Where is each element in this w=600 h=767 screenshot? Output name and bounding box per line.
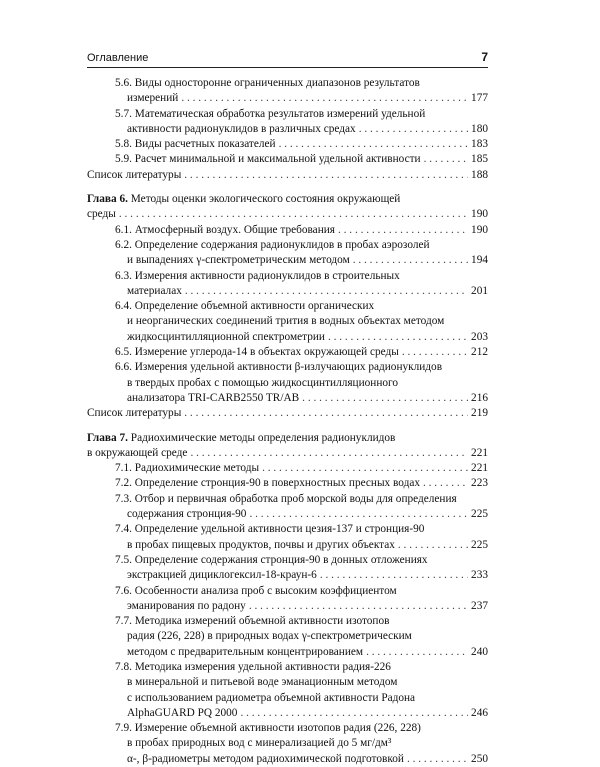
toc-entry-text: материалах <box>127 284 182 297</box>
toc-page-number: 225 <box>471 538 488 551</box>
chapter-spacer <box>87 422 488 431</box>
toc-entry[interactable] <box>87 152 488 167</box>
toc-page-number: 223 <box>471 477 488 490</box>
dot-leader <box>407 752 468 767</box>
dot-leader <box>181 91 468 106</box>
toc-entry[interactable] <box>87 168 488 183</box>
chapter-label: Глава 6. <box>87 193 131 206</box>
toc-entry-text: содержания стронция-90 <box>127 508 247 521</box>
toc-entry[interactable] <box>87 492 488 523</box>
page-number: 7 <box>481 50 488 64</box>
running-header <box>87 50 488 68</box>
dot-leader <box>302 391 468 406</box>
toc-page-number: 221 <box>471 462 488 475</box>
toc-page-number: 177 <box>471 92 488 105</box>
dot-leader <box>320 568 468 583</box>
toc-entry-text: жидкосцинтилляционной спектрометрии <box>127 330 325 343</box>
toc-entry-text: 7.6. Особенности анализа проб с высоким коэффициентом <box>115 584 397 597</box>
toc-page-number: 188 <box>471 168 488 181</box>
toc-entry-text: активности радионуклидов в различных средах <box>127 122 356 135</box>
dot-leader <box>366 645 468 660</box>
toc-entry-text: 5.6. Виды односторонне ограниченных диапазонов результатов <box>115 77 420 89</box>
toc-chapter-entry[interactable] <box>87 192 488 223</box>
toc-entry-text: 7.1. Радиохимические методы <box>115 462 260 475</box>
toc-page-number: 185 <box>471 153 488 166</box>
chapter-label: Глава 7. <box>87 431 131 444</box>
toc-entry[interactable] <box>87 76 488 107</box>
dot-leader <box>249 599 468 614</box>
dot-leader <box>359 122 468 137</box>
toc-page-number: 250 <box>471 752 488 765</box>
toc-entry-text: среды <box>87 208 116 221</box>
toc-page-number: 233 <box>471 569 488 582</box>
toc-entry[interactable] <box>87 360 488 406</box>
toc-entry-text: Список литературы <box>87 407 182 420</box>
toc-entry-text: в пробах природных вод с минерализацией до 5 мг/дм³ <box>127 737 392 750</box>
dot-leader <box>190 446 468 461</box>
toc-entry-text: экстракцией дициклогексил-18-краун-6 <box>127 569 317 582</box>
toc-entry-text: 7.3. Отбор и первичная обработка проб морской воды для определения <box>115 492 457 505</box>
table-of-contents <box>87 76 488 767</box>
dot-leader <box>338 223 468 238</box>
toc-entry-text: 7.7. Методика измерений объемной активности изотопов <box>115 615 390 628</box>
toc-entry-text: в минеральной и питьевой воде эманационным методом <box>127 676 398 689</box>
dot-leader <box>328 330 468 345</box>
toc-page-number: 219 <box>471 407 488 420</box>
toc-entry-text: 7.9. Измерение объемной активности изотопов радия (226, 228) <box>115 722 421 735</box>
toc-chapter-entry[interactable] <box>87 431 488 462</box>
toc-entry-text: 5.9. Расчет минимальной и максимальной удельной активности <box>115 153 421 166</box>
toc-page-number: 240 <box>471 645 488 658</box>
dot-leader <box>240 706 468 721</box>
toc-entry-text: 6.4. Определение объемной активности органических <box>115 300 375 313</box>
toc-entry[interactable] <box>87 553 488 584</box>
toc-page-number: 183 <box>471 138 488 151</box>
toc-entry-text: эманирования по радону <box>127 599 246 612</box>
dot-leader <box>249 507 468 522</box>
chapter-spacer <box>87 183 488 192</box>
toc-entry-text: α-, β-радиометры методом радиохимической подготовкой <box>127 752 404 765</box>
toc-entry-text: 7.2. Определение стронция-90 в поверхностных пресных водах <box>115 477 420 490</box>
dot-leader <box>398 538 468 553</box>
toc-entry-text: 7.4. Определение удельной активности цезия-137 и стронция-90 <box>115 523 425 536</box>
toc-entry-text: в твердых пробах с помощью жидкосцинтилляционного <box>127 376 399 389</box>
toc-entry-text: 5.8. Виды расчетных показателей <box>115 138 276 151</box>
toc-entry[interactable] <box>87 137 488 152</box>
toc-entry-text: Список литературы <box>87 168 182 181</box>
toc-entry[interactable] <box>87 406 488 421</box>
toc-page-number: 216 <box>471 391 488 404</box>
dot-leader <box>402 345 468 360</box>
toc-entry[interactable] <box>87 269 488 300</box>
toc-entry-text: в пробах пищевых продуктов, почвы и других объектах <box>127 538 395 551</box>
toc-page-number: 237 <box>471 599 488 612</box>
toc-page-number: 194 <box>471 254 488 267</box>
toc-entry-text: 7.5. Определение содержания стронция-90 в донных отложениях <box>115 553 428 566</box>
toc-entry-text: 6.2. Определение содержания радионуклидов в пробах аэрозолей <box>115 238 430 251</box>
toc-page-number: 225 <box>471 508 488 521</box>
dot-leader <box>119 207 468 222</box>
toc-entry[interactable] <box>87 476 488 491</box>
toc-entry-text: анализатора TRI-CARB2550 TR/AB <box>127 391 300 404</box>
toc-entry[interactable] <box>87 660 488 721</box>
toc-entry-text: Глава 7. Радиохимические методы определения радионуклидов <box>87 431 396 444</box>
dot-leader <box>262 461 468 476</box>
toc-entry-text: 6.5. Измерение углерода-14 в объектах окружающей среды <box>115 346 399 359</box>
toc-entry[interactable] <box>87 345 488 360</box>
toc-entry-text: AlphaGUARD PQ 2000 <box>127 706 238 719</box>
dot-leader <box>185 284 468 299</box>
toc-entry[interactable] <box>87 223 488 238</box>
dot-leader <box>184 406 468 421</box>
toc-entry-text: 6.1. Атмосферный воздух. Общие требования <box>115 223 335 236</box>
toc-entry[interactable] <box>87 238 488 269</box>
dot-leader <box>279 137 468 152</box>
toc-page-number: 190 <box>471 208 488 221</box>
toc-page-number: 221 <box>471 446 488 459</box>
toc-entry-text: 5.7. Математическая обработка результатов измерений удельной <box>115 107 426 120</box>
toc-page-number: 190 <box>471 223 488 236</box>
toc-entry-text: 7.8. Методика измерения удельной активности радия-226 <box>115 660 391 673</box>
toc-entry-text: 6.3. Измерения активности радионуклидов в строительных <box>115 269 400 282</box>
running-title: Оглавление <box>87 52 149 64</box>
toc-entry-text: и выпадениях γ-спектрометрическим методом <box>127 254 350 267</box>
toc-entry[interactable] <box>87 299 488 345</box>
toc-entry-text: методом с предварительным концентрированием <box>127 645 364 658</box>
toc-entry[interactable] <box>87 461 488 476</box>
toc-page-number: 212 <box>471 346 488 359</box>
toc-page-number: 180 <box>471 122 488 135</box>
toc-page-number: 203 <box>471 330 488 343</box>
toc-entry[interactable] <box>87 614 488 660</box>
dot-leader <box>184 168 468 183</box>
toc-entry-text: радия (226, 228) в природных водах γ-спектрометрическим <box>127 630 412 643</box>
toc-entry-text: Глава 6. Методы оценки экологического состояния окружающей <box>87 193 401 206</box>
toc-entry-text: в окружающей среде <box>87 446 188 459</box>
toc-entry[interactable] <box>87 721 488 767</box>
toc-entry-text: с использованием радиометра объемной активности Радона <box>127 691 416 704</box>
toc-entry-text: измерений <box>127 92 179 105</box>
dot-leader <box>424 152 468 167</box>
toc-page-number: 201 <box>471 284 488 297</box>
toc-page-number: 246 <box>471 706 488 719</box>
toc-entry[interactable] <box>87 107 488 138</box>
dot-leader <box>353 253 468 268</box>
toc-entry[interactable] <box>87 522 488 553</box>
dot-leader <box>423 476 468 491</box>
toc-entry[interactable] <box>87 584 488 615</box>
toc-entry-text: 6.6. Измерения удельной активности β-излучающих радионуклидов <box>115 361 443 374</box>
toc-entry-text: и неорганических соединений трития в водных объектах методом <box>127 315 445 328</box>
